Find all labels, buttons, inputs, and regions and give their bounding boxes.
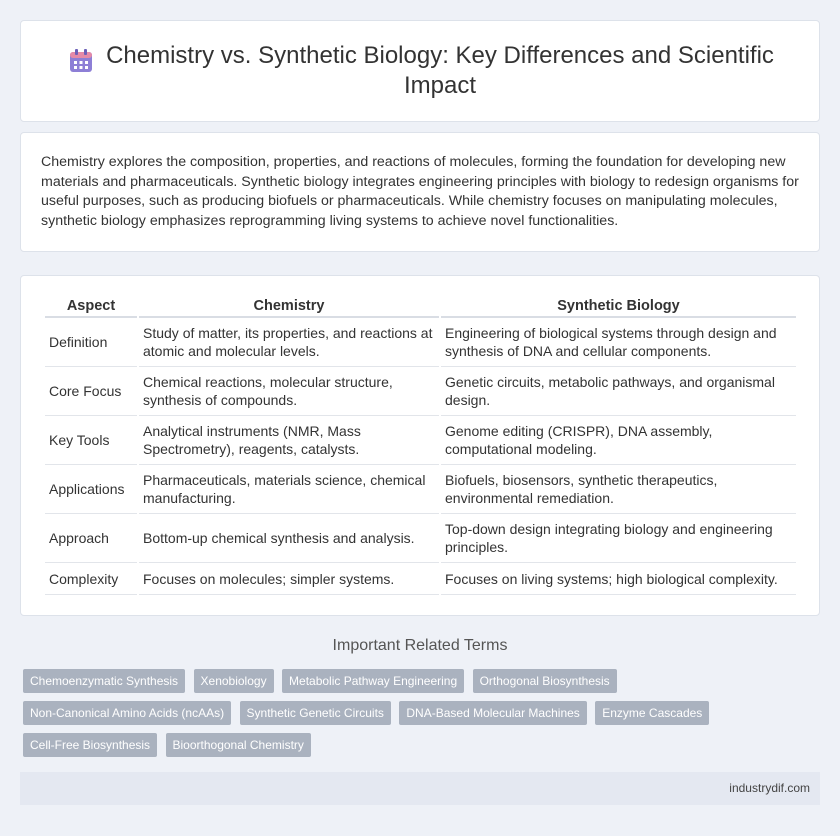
table-header-row xyxy=(45,296,796,318)
related-term-tag[interactable]: DNA-Based Molecular Machines xyxy=(399,701,586,725)
column-header-aspect: Aspect xyxy=(45,296,137,318)
aspect-cell: Definition xyxy=(45,318,137,367)
table-row xyxy=(45,367,796,416)
related-terms-tags xyxy=(23,669,823,765)
chemistry-cell: Bottom-up chemical synthesis and analysis. xyxy=(139,514,439,563)
synthetic-biology-cell: Biofuels, biosensors, synthetic therapeutics, environmental remediation. xyxy=(441,465,796,514)
aspect-cell: Approach xyxy=(45,514,137,563)
table-row xyxy=(45,318,796,367)
column-header-synthetic-biology: Synthetic Biology xyxy=(441,296,796,318)
chemistry-cell: Focuses on molecules; simpler systems. xyxy=(139,563,439,595)
table-row xyxy=(45,416,796,465)
chemistry-cell: Pharmaceuticals, materials science, chemical manufacturing. xyxy=(139,465,439,514)
synthetic-biology-cell: Engineering of biological systems through design and synthesis of DNA and cellular components. xyxy=(441,318,796,367)
related-term-tag[interactable]: Metabolic Pathway Engineering xyxy=(282,669,464,693)
related-term-tag[interactable]: Non-Canonical Amino Acids (ncAAs) xyxy=(23,701,231,725)
chemistry-cell: Analytical instruments (NMR, Mass Spectrometry), reagents, catalysts. xyxy=(139,416,439,465)
table-row xyxy=(45,465,796,514)
related-term-tag[interactable]: Orthogonal Biosynthesis xyxy=(473,669,617,693)
related-term-tag[interactable]: Cell-Free Biosynthesis xyxy=(23,733,157,757)
related-term-tag[interactable]: Chemoenzymatic Synthesis xyxy=(23,669,185,693)
synthetic-biology-cell: Genetic circuits, metabolic pathways, and organismal design. xyxy=(441,367,796,416)
footer-site-link[interactable]: industrydif.com xyxy=(729,781,810,795)
related-term-tag[interactable]: Synthetic Genetic Circuits xyxy=(240,701,391,725)
comparison-table-card xyxy=(20,275,820,616)
column-header-chemistry: Chemistry xyxy=(139,296,439,318)
related-terms-title: Important Related Terms xyxy=(332,637,508,654)
header-card xyxy=(20,20,820,122)
related-term-tag[interactable]: Xenobiology xyxy=(194,669,274,693)
table-row xyxy=(45,514,796,563)
comparison-table xyxy=(43,296,798,595)
aspect-cell: Applications xyxy=(45,465,137,514)
aspect-cell: Complexity xyxy=(45,563,137,595)
intro-paragraph: Chemistry explores the composition, properties, and reactions of molecules, forming the foundation for developing new materials and pharmaceuticals. Synthetic biology integrates engineering principles with biology to redesign organisms for useful purposes, such as producing biofuels or pharmaceuticals. While chemistry focuses on manipulating molecules, synthetic biology emphasizes reprogramming living systems to achieve novel functionalities. xyxy=(41,154,799,229)
footer xyxy=(20,772,820,805)
table-row xyxy=(45,563,796,595)
chemistry-cell: Chemical reactions, molecular structure, synthesis of compounds. xyxy=(139,367,439,416)
chemistry-cell: Study of matter, its properties, and reactions at atomic and molecular levels. xyxy=(139,318,439,367)
aspect-cell: Core Focus xyxy=(45,367,137,416)
related-term-tag[interactable]: Bioorthogonal Chemistry xyxy=(166,733,311,757)
synthetic-biology-cell: Top-down design integrating biology and engineering principles. xyxy=(441,514,796,563)
page-title: Chemistry vs. Synthetic Biology: Key Differences and Scientific Impact xyxy=(106,42,774,99)
synthetic-biology-cell: Focuses on living systems; high biological complexity. xyxy=(441,563,796,595)
intro-card xyxy=(20,132,820,252)
aspect-cell: Key Tools xyxy=(45,416,137,465)
synthetic-biology-cell: Genome editing (CRISPR), DNA assembly, computational modeling. xyxy=(441,416,796,465)
related-term-tag[interactable]: Enzyme Cascades xyxy=(595,701,709,725)
